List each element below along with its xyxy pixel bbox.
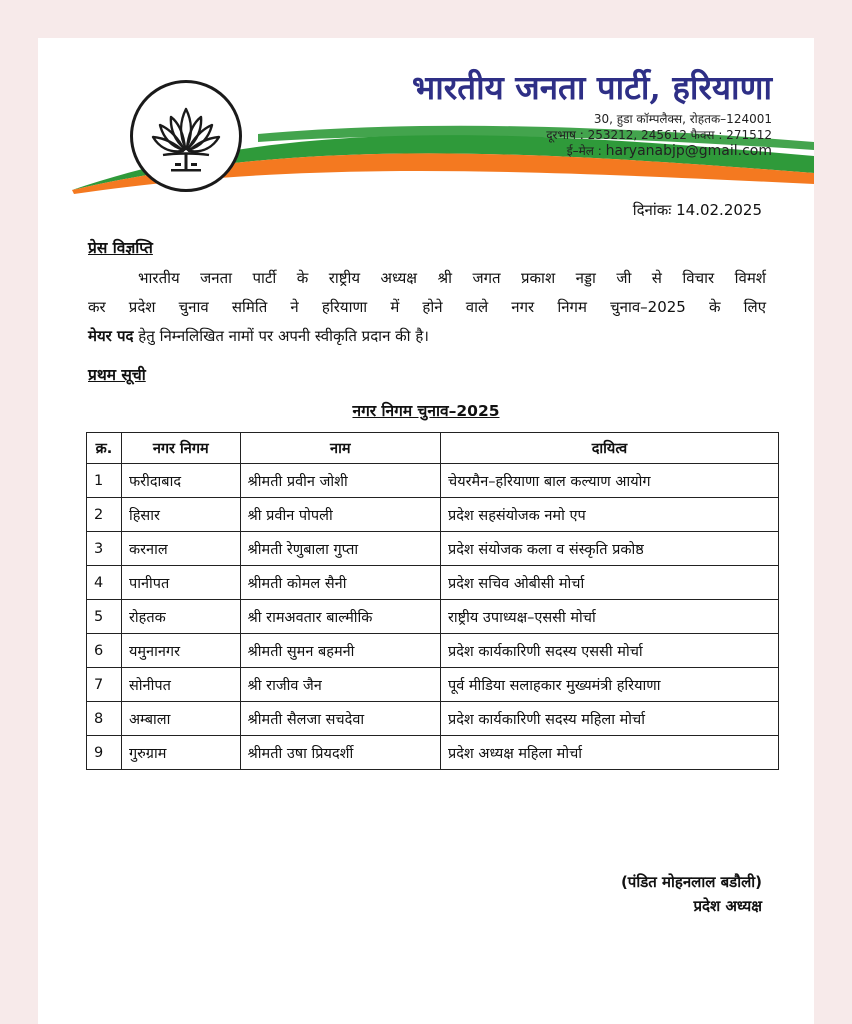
cell-city: हिसार	[121, 498, 240, 532]
header-municipal-corporation: नगर निगम	[121, 433, 240, 464]
header-name: नाम	[240, 433, 440, 464]
cell-name: श्री रामअवतार बाल्मीकि	[240, 600, 440, 634]
header-responsibility: दायित्व	[440, 433, 778, 464]
email-label: ई–मेल :	[566, 144, 602, 158]
cell-name: श्रीमती सुमन बहमनी	[240, 634, 440, 668]
cell-serial: 8	[87, 702, 122, 736]
cell-serial: 9	[87, 736, 122, 770]
signatory-name: (पंडित मोहनलाल बडौली)	[620, 873, 762, 891]
table-row	[87, 532, 779, 566]
table-row	[87, 736, 779, 770]
cell-serial: 3	[87, 532, 122, 566]
lotus-icon	[141, 91, 231, 181]
signature-block	[621, 870, 762, 918]
cell-responsibility: प्रदेश सचिव ओबीसी मोर्चा	[440, 566, 778, 600]
phone-fax: दूरभाष : 253212, 245612 फैक्स : 271512	[546, 128, 772, 142]
cell-city: यमुनानगर	[121, 634, 240, 668]
cell-serial: 1	[87, 464, 122, 498]
cell-name: श्रीमती कोमल सैनी	[240, 566, 440, 600]
cell-name: श्री प्रवीन पोपली	[240, 498, 440, 532]
table-row	[87, 600, 779, 634]
office-address: 30, हुडा कॉम्पलैक्स, रोहतक–124001	[593, 112, 772, 126]
cell-serial: 4	[87, 566, 122, 600]
email-address: haryanabjp@gmail.com	[605, 143, 772, 159]
cell-city: अम्बाला	[121, 702, 240, 736]
announcement-paragraph	[88, 264, 766, 351]
cell-name: श्रीमती प्रवीन जोशी	[240, 464, 440, 498]
cell-city: करनाल	[121, 532, 240, 566]
cell-responsibility: राष्ट्रीय उपाध्यक्ष–एससी मोर्चा	[440, 600, 778, 634]
cell-responsibility: प्रदेश कार्यकारिणी सदस्य एससी मोर्चा	[440, 634, 778, 668]
cell-city: सोनीपत	[121, 668, 240, 702]
cell-name: श्रीमती रेणुबाला गुप्ता	[240, 532, 440, 566]
table-row	[87, 566, 779, 600]
cell-responsibility: चेयरमैन–हरियाणा बाल कल्याण आयोग	[440, 464, 778, 498]
organization-name: भारतीय जनता पार्टी, हरियाणा	[412, 68, 772, 107]
cell-responsibility: प्रदेश अध्यक्ष महिला मोर्चा	[440, 736, 778, 770]
candidates-table	[86, 432, 779, 770]
cell-city: पानीपत	[121, 566, 240, 600]
table-title	[38, 399, 814, 421]
bjp-lotus-logo	[130, 80, 242, 192]
header-serial: क्र.	[87, 433, 122, 464]
cell-responsibility: प्रदेश संयोजक कला व संस्कृति प्रकोष्ठ	[440, 532, 778, 566]
cell-responsibility: प्रदेश कार्यकारिणी सदस्य महिला मोर्चा	[440, 702, 778, 736]
date-label: दिनांकः	[632, 201, 672, 219]
cell-serial: 2	[87, 498, 122, 532]
cell-city: रोहतक	[121, 600, 240, 634]
email-line	[567, 142, 772, 159]
letterhead	[38, 38, 814, 198]
table-header-row	[87, 433, 779, 464]
cell-serial: 5	[87, 600, 122, 634]
signatory-designation: प्रदेश अध्यक्ष	[693, 897, 762, 915]
cell-name: श्री राजीव जैन	[240, 668, 440, 702]
cell-serial: 7	[87, 668, 122, 702]
date-line	[633, 200, 762, 220]
table-row	[87, 498, 779, 532]
paragraph-line-3	[88, 322, 766, 351]
mayor-post-text: मेयर पद	[88, 327, 134, 345]
first-list-heading: प्रथम सूची	[88, 366, 146, 384]
paragraph-line-1: भारतीय जनता पार्टी के राष्ट्रीय अध्यक्ष श्री जगत प्रकाश नड्डा जी से विचार विमर्श	[138, 269, 766, 287]
cell-responsibility: पूर्व मीडिया सलाहकार मुख्यमंत्री हरियाणा	[440, 668, 778, 702]
table-row	[87, 634, 779, 668]
cell-city: गुरुग्राम	[121, 736, 240, 770]
cell-responsibility: प्रदेश सहसंयोजक नमो एप	[440, 498, 778, 532]
table-row	[87, 702, 779, 736]
cell-city: फरीदाबाद	[121, 464, 240, 498]
paragraph-line-2: कर प्रदेश चुनाव समिति ने हरियाणा में होने वाले नगर निगम चुनाव–2025 के लिए	[88, 298, 766, 316]
document-page	[38, 38, 814, 1024]
cell-serial: 6	[87, 634, 122, 668]
table-row	[87, 668, 779, 702]
press-release-heading: प्रेस विज्ञप्ति	[88, 239, 153, 257]
cell-name: श्रीमती उषा प्रियदर्शी	[240, 736, 440, 770]
table-row	[87, 464, 779, 498]
table-title-text: नगर निगम चुनाव–2025	[352, 402, 500, 420]
cell-name: श्रीमती सैलजा सचदेवा	[240, 702, 440, 736]
date-value: 14.02.2025	[676, 201, 762, 219]
paragraph-line-3-rest: हेतु निम्नलिखित नामों पर अपनी स्वीकृति प्रदान की है।	[133, 327, 429, 345]
